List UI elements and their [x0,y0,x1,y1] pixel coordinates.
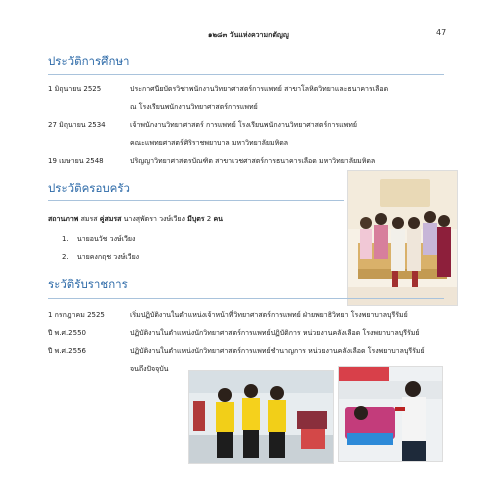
status-value: สมรส [80,215,98,223]
page-number: 47 [436,28,447,37]
children-count: 2 [206,215,212,223]
child-number: 2. [62,253,69,261]
career-text-2: ปฏิบัติงานในตำแหน่งนักวิทยาศาสตร์การแพทย์ปฏิบัติการ หน่วยงานคลังเลือด โรงพยาบาลบุรีรัมย์ [130,329,420,337]
career-date-3: ปี พ.ศ.2556 [48,347,86,355]
page-header-title: ๑๒๘๓ วันแห่งความกตัญญู [208,31,289,39]
spouse-value: นางสุพัตรา วงษ์เวียง [123,215,185,223]
child-item-1 [62,234,135,245]
career-date-2: ปี พ.ศ.2550 [48,329,86,337]
education-date-3: 19 เมษายน 2548 [48,157,104,165]
blood-donation-photo-illustration [339,367,442,461]
children-label: มีบุตร [187,215,205,223]
education-text-1b: ณ โรงเรียนพนักงานวิทยาศาสตร์การแพทย์ [130,103,258,111]
family-divider [48,200,344,201]
family-section-title: ประวัติครอบครัว [48,181,130,195]
status-label: สถานภาพ [48,215,79,223]
education-divider [48,74,444,75]
education-text-1: ประกาศนียบัตรวิชาพนักงานวิทยาศาสตร์การแพทย์ สาขาโลหิตวิทยาและธนาคารเลือด [130,85,389,93]
career-text-1: เริ่มปฏิบัติงานในตำแหน่งเจ้าหน้าที่วิทยาศาสตร์การแพทย์ ฝ่ายพยาธิวิทยา โรงพยาบาลบุรีรัมย์ [130,311,408,319]
career-divider [48,298,444,299]
family-status-line [48,214,223,225]
education-text-3: ปริญญาวิทยาศาสตรบัณฑิต สาขาเวชศาสตร์การธนาคารเลือด มหาวิทยาลัยมหิดล [130,157,376,165]
blood-donation-photo [338,366,443,462]
education-date-1: 1 มิถุนายน 2525 [48,85,102,93]
child-name: นายอนวัช วงษ์เวียง [76,235,136,243]
career-text-3b: จนถึงปัจจุบัน [130,365,169,373]
education-section-title: ประวัติการศึกษา [48,54,130,68]
family-photo [347,170,458,306]
staff-group-photo [188,370,334,464]
education-text-2: เจ้าพนักงานวิทยาศาสตร์ การแพทย์ โรงเรียนพนักงานวิทยาศาสตร์การแพทย์ [130,121,357,129]
education-text-2b: คณะแพทยศาสตร์ศิริราชพยาบาล มหาวิทยาลัยมหิดล [130,139,289,147]
career-text-3: ปฏิบัติงานในตำแหน่งนักวิทยาศาสตร์การแพทย์ชำนาญการ หน่วยงานคลังเลือด โรงพยาบาลบุรีรัมย์ [130,347,425,355]
staff-group-photo-illustration [189,371,333,463]
spouse-label: คู่สมรส [99,215,122,223]
child-name: นายคงกฤช วงษ์เวียง [76,253,140,261]
children-unit: คน [213,215,223,223]
education-date-2: 27 มิถุนายน 2534 [48,121,106,129]
career-date-1: 1 กรกฎาคม 2525 [48,311,105,319]
child-item-2 [62,252,139,263]
career-section-title: ระวัติรับราชการ [48,277,128,291]
family-photo-illustration [348,171,457,305]
child-number: 1. [62,235,69,243]
